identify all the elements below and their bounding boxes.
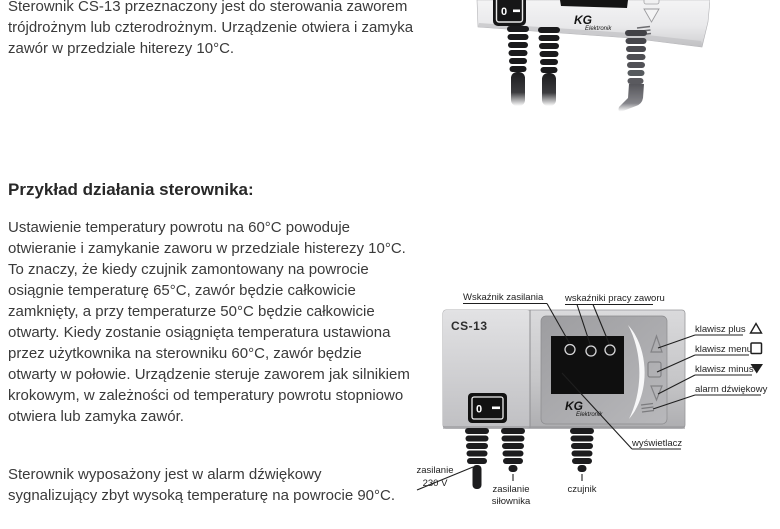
svg-text:0: 0 — [501, 6, 508, 18]
square-icon — [751, 343, 762, 354]
diagram-display — [551, 336, 624, 394]
diagram-power-switch — [468, 393, 507, 423]
svg-text:0: 0 — [476, 403, 483, 416]
body-paragraph: Ustawienie temperatury powrotu na 60°C powoduje otwieranie i zamykanie zaworu w przedziale histerezy 10°C. To znaczy, że kiedy czujnik zamontowany na powrocie osiągnie temperaturę 65°C, zawór będzie całkowicie zamknięty, a przy temperaturze 50°C będzie całkowicie otwarty. Kiedy zostanie osiągnięta temperatura ustawiona przez użytkownika na sterowniku 60°C, zawór będzie otwarty w połowie. Urządzenie steruje zaworem jak silnikiem krokowym, w zależności od temperatury powrotu stopniowo otwiera lub zamyka zawór. — [8, 219, 410, 425]
diagram-valve-led-2 — [605, 345, 615, 355]
section-heading: Przykład działania sterownika: — [8, 180, 254, 199]
product-photo — [460, 0, 710, 115]
diagram-label-sensor: czujnik — [567, 484, 597, 495]
photo-cable-power — [507, 26, 529, 106]
device-diagram — [405, 276, 780, 521]
photo-menu-button — [644, 0, 659, 4]
diagram-brand-sub: Elektronik — [576, 412, 603, 418]
alarm-paragraph: Sterownik wyposażony jest w alarm dźwiękowy sygnalizujący zbyt wysoką temperaturę na powrocie 90°C. — [8, 466, 396, 504]
diagram-device — [443, 310, 685, 489]
diagram-model-label: CS-13 — [451, 319, 488, 333]
photo-brand-logo: KG — [574, 13, 592, 27]
photo-power-switch — [493, 0, 526, 26]
diagram-valve-led-1 — [586, 346, 596, 356]
diagram-cable-power — [465, 428, 489, 489]
diagram-label-plus-key: klawisz plus — [695, 324, 746, 335]
diagram-brand-logo: KG — [565, 399, 583, 413]
diagram-label-valve-indicators: wskaźniki pracy zaworu — [565, 293, 665, 304]
diagram-label-actuator-line2: siłownika — [491, 496, 531, 507]
diagram-label-minus-key: klawisz minus — [695, 364, 754, 375]
device-diagram-image — [405, 276, 780, 521]
photo-cable-sensor — [619, 30, 648, 112]
diagram-label-power-indicator: Wskaźnik zasilania — [463, 292, 544, 303]
diagram-label-actuator-line1: zasilanie — [492, 484, 530, 495]
diagram-cable-actuator — [501, 428, 525, 472]
product-photo-image — [460, 0, 710, 115]
photo-cable-actuator — [538, 27, 560, 106]
photo-brand-sub: Elektronik — [585, 26, 612, 32]
intro-paragraph: Sterownik CS-13 przeznaczony jest do sterowania zaworem trójdrożnym lub czterodrożnym. Urządzenie otwiera i zamyka zawór w przedziale hiterezy 10°C. — [8, 0, 414, 57]
triangle-up-icon — [751, 324, 762, 334]
diagram-label-menu-key: klawisz menu — [695, 344, 753, 355]
diagram-label-power-line1: zasilanie — [416, 465, 454, 476]
diagram-label-power-line2: 230 V — [422, 478, 448, 489]
diagram-power-led — [565, 345, 575, 355]
diagram-cable-sensor — [570, 428, 594, 472]
diagram-label-buzzer: alarm dźwiękowy — [695, 384, 768, 395]
diagram-label-display: wyświetlacz — [632, 438, 683, 449]
